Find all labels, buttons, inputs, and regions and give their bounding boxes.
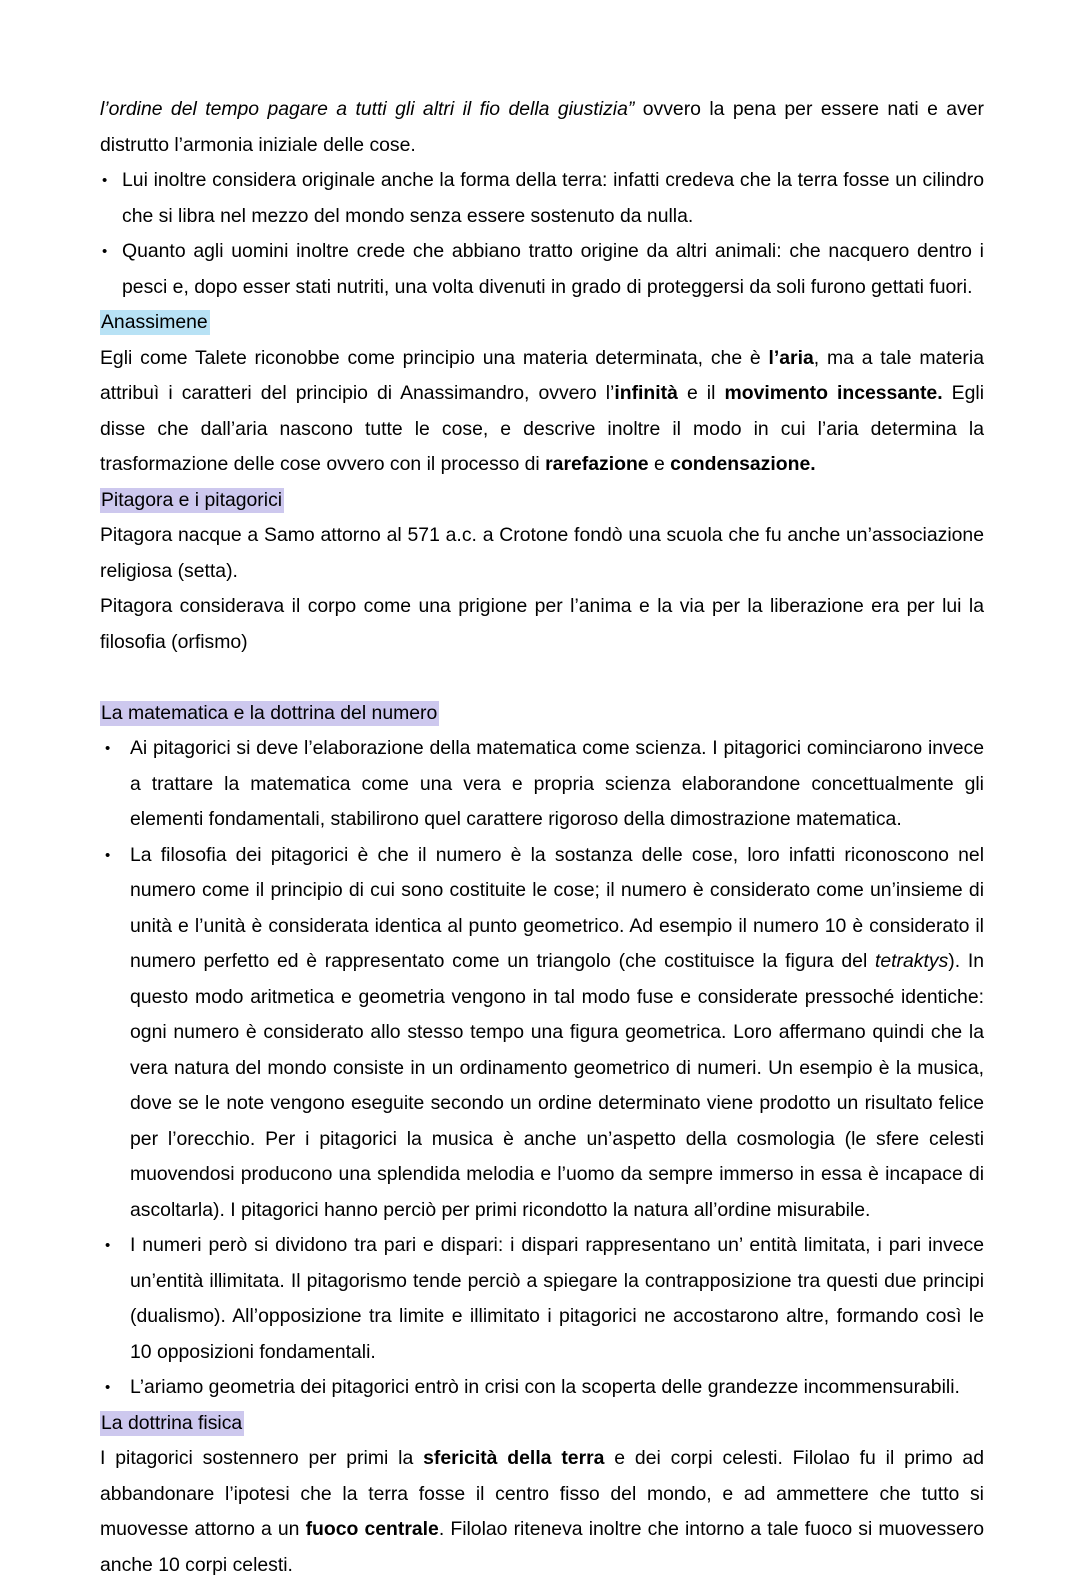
text-segment: e dei corpi celesti. Filolao fu il primo ad abbandonare l’ipotesi che la terra fosse il centro fisso del mondo, e ad ammettere che tutto si muovesse attorno a un	[100, 1447, 984, 1540]
list-item-text: L’ariamo geometria dei pitagorici entrò in crisi con la scoperta delle grandezze incommensurabili.	[130, 1376, 960, 1398]
heading-matematica-label: La matematica e la dottrina del numero	[101, 701, 438, 724]
paragraph-pitagora-orfismo: Pitagora considerava il corpo come una prigione per l’anima e la via per la liberazione era per lui la filosofia (orfismo)	[100, 595, 984, 653]
heading-pitagora	[100, 483, 984, 519]
bold-term-condensazione: condensazione.	[670, 453, 816, 475]
text-segment: . Filolao riteneva inoltre che intorno a tale fuoco si muovessero anche 10 corpi celesti.	[100, 1518, 984, 1576]
bold-term-fuoco-centrale: fuoco centrale	[305, 1518, 439, 1540]
paragraph-opening-quote	[100, 92, 984, 163]
bold-term-sfericita-della-terra: sfericità della terra	[423, 1447, 605, 1469]
document-body	[100, 92, 984, 1583]
opening-paragraph-rest: ovvero la pena per essere nati e aver distrutto l’armonia iniziale delle cose.	[100, 98, 985, 156]
bullet-list-anassimandro	[100, 163, 984, 305]
bullet-list-matematica	[100, 731, 984, 1406]
paragraph-anassimene	[100, 341, 984, 483]
list-item	[105, 838, 984, 1229]
text-segment: , ma a tale materia attribuì i caratteri del principio di Anassimandro, ovvero l’	[100, 346, 984, 404]
bullet-icon: •	[105, 740, 111, 757]
text-segment: I pitagorici sostennero per primi la	[100, 1447, 424, 1469]
list-item	[102, 234, 984, 305]
quoted-italic-text: l’ordine del tempo pagare a tutti gli altri il fio della giustizia”	[100, 98, 635, 120]
paragraph-dottrina-fisica	[100, 1441, 984, 1583]
bullet-icon: •	[105, 1237, 111, 1254]
text-segment: Egli come Talete riconobbe come principio una materia determinata, che è	[100, 346, 769, 369]
heading-dottrina-fisica-label: La dottrina fisica	[101, 1411, 243, 1434]
list-item	[105, 731, 984, 838]
heading-anassimene-label: Anassimene	[101, 311, 208, 333]
paragraph-pitagora-biografia: Pitagora nacque a Samo attorno al 571 a.c. a Crotone fondò una scuola che fu anche un’associazione religiosa (setta).	[100, 524, 984, 582]
italic-term-tetraktys: tetraktys	[874, 950, 949, 972]
bullet-icon: •	[105, 1379, 111, 1396]
list-item-text: Lui inoltre considera originale anche la forma della terra: infatti credeva che la terra fosse un cilindro che si libra nel mezzo del mondo senza essere sostenuto da nulla.	[122, 169, 984, 227]
heading-dottrina-fisica	[100, 1406, 984, 1442]
bold-term-movimento-incessante: movimento incessante.	[724, 382, 943, 404]
text-segment: e il	[677, 382, 725, 404]
list-item	[105, 1228, 984, 1370]
list-item-text: I numeri però si dividono tra pari e dispari: i dispari rappresentano un’ entità limitata, i pari invece un’entità illimitata. Il pitagorismo tende perciò a spiegare la contrapposizione tra questi due principi (dualismo). All’opposizione tra limite e illimitato i pitagorici ne accostarono altre, formando così le 10 opposizioni fondamentali.	[130, 1234, 984, 1363]
vertical-spacer	[100, 660, 984, 696]
bullet-icon: •	[102, 243, 108, 260]
list-item	[105, 1370, 984, 1406]
text-segment: Egli disse che dall’aria nascono tutte le cose, e descrive inoltre il modo in cui l’aria determina la trasformazione delle cose ovvero con il processo di	[100, 382, 984, 475]
heading-pitagora-label: Pitagora e i pitagorici	[101, 488, 283, 511]
list-item-text-part2: ). In questo modo aritmetica e geometria vengono in tal modo fuse e considerate pressoché identiche: ogni numero è considerato allo stesso tempo una figura geometrica. Loro affermano quindi che la vera natura del mondo consiste in un ordinamento geometrico di numeri. Un esempio è la musica, dove se le note vengono eseguite secondo un ordine determinato viene prodotto un risultato felice per l’orecchio. Per i pitagorici la musica è anche un’aspetto della cosmologia (le sfere celesti muovendosi producono una splendida melodia e l’uomo da sempre immerso in essa è incapace di ascoltarla). I pitagorici hanno perciò per primi ricondotto la natura all’ordine misurabile.	[130, 950, 985, 1221]
bullet-icon: •	[102, 172, 108, 189]
bold-term-aria: l’aria	[768, 346, 814, 369]
bold-term-infinita: infinità	[614, 382, 678, 404]
list-item	[102, 163, 984, 234]
heading-anassimene	[100, 305, 984, 341]
list-item-text: Ai pitagorici si deve l’elaborazione della matematica come scienza. I pitagorici cominciarono invece a trattare la matematica come una vera e propria scienza elaborandone concettualmente gli elementi fondamentali, stabilirono quel carattere rigoroso della dimostrazione matematica.	[130, 737, 984, 830]
heading-matematica	[100, 696, 984, 732]
list-item-text: Quanto agli uomini inoltre crede che abbiano tratto origine da altri animali: che nacquero dentro i pesci e, dopo esser stati nutriti, una volta divenuti in grado di proteggersi da soli furono gettati fuori.	[122, 240, 984, 298]
bold-term-rarefazione: rarefazione	[545, 453, 649, 475]
text-segment: e	[648, 453, 671, 475]
bullet-icon: •	[105, 846, 111, 864]
list-item-text-part1: La filosofia dei pitagorici è che il numero è la sostanza delle cose, loro infatti riconoscono nel numero come il principio di cui sono costituite le cose; il numero è considerato come un’insieme di unità e l’unità è considerata identica al punto geometrico. Ad esempio il numero 10 è considerato il numero perfetto ed è rappresentato come un triangolo (che costituisce la figura del	[130, 843, 984, 972]
